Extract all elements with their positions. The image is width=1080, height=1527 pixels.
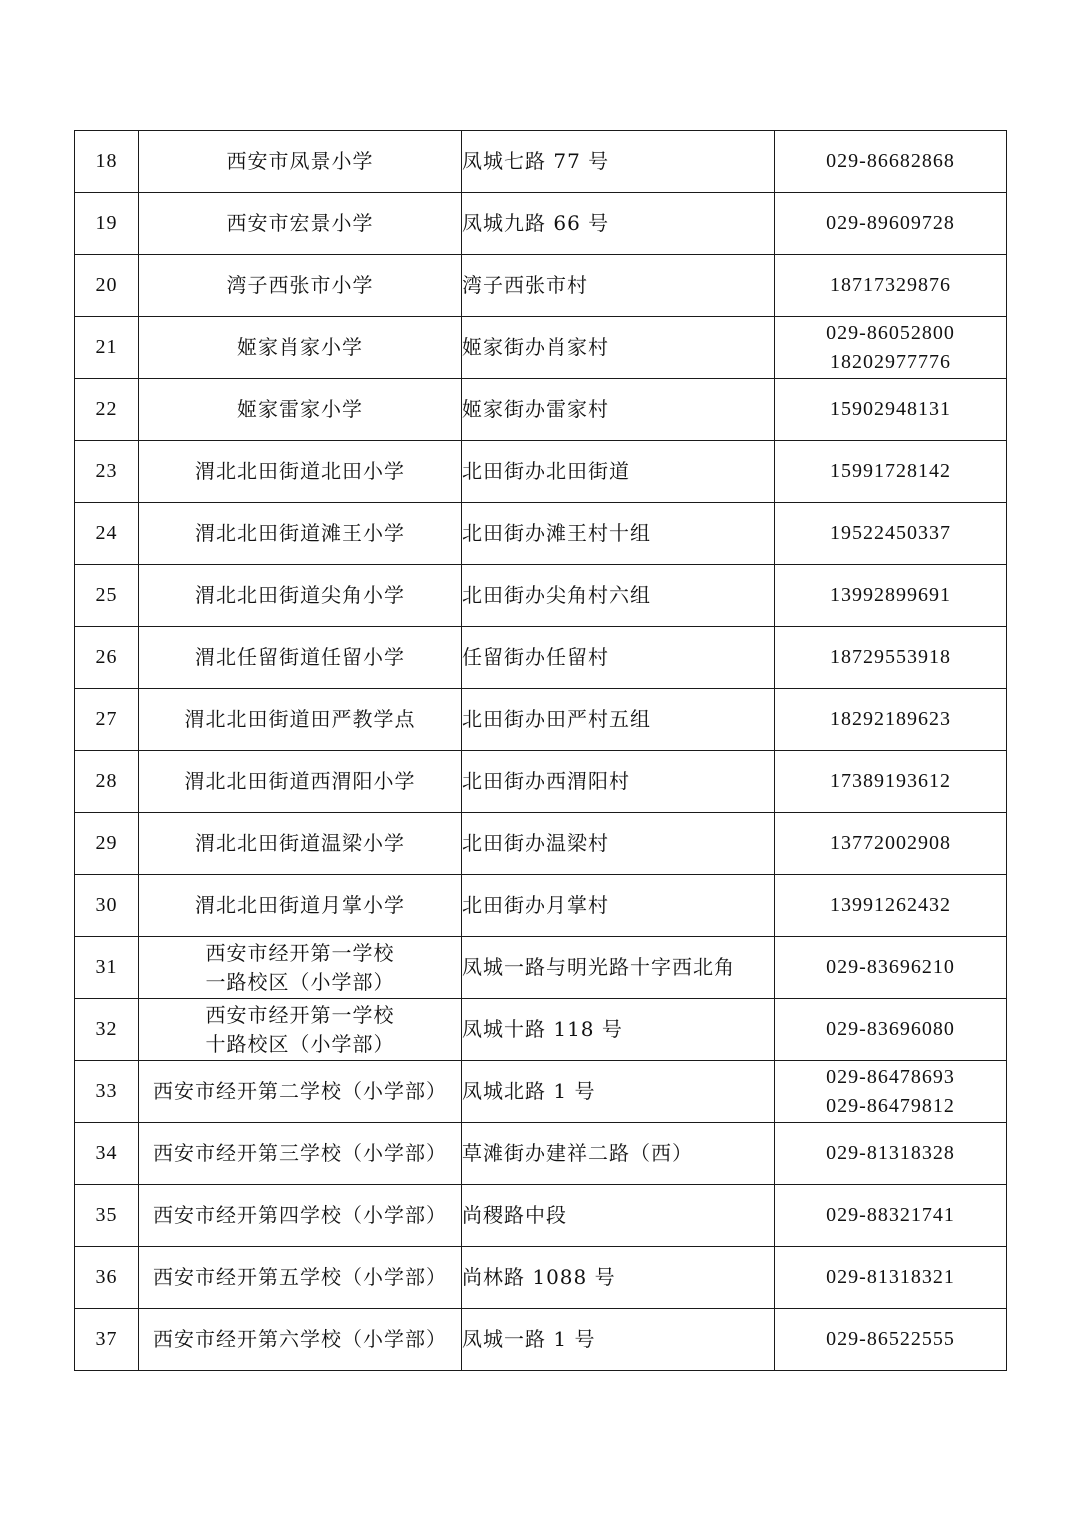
table-row — [75, 1247, 1007, 1309]
table-body — [75, 131, 1007, 1371]
school-address: 湾子西张市村 — [462, 255, 775, 317]
school-name: 西安市经开第一学校 — [205, 940, 395, 965]
phone-cell — [775, 379, 1007, 441]
school-name: 姬家肖家小学 — [237, 335, 363, 359]
phone-cell — [775, 875, 1007, 937]
school-address: 凤城一路 1 号 — [462, 1309, 775, 1371]
school-name: 西安市凤景小学 — [226, 149, 374, 173]
table-row — [75, 813, 1007, 875]
school-name: 一路校区（小学部） — [205, 969, 395, 994]
table-row — [75, 441, 1007, 503]
school-name-cell — [139, 1309, 462, 1371]
phone-number: 13992899691 — [830, 584, 951, 606]
phone-number: 029-86478693 — [826, 1065, 955, 1088]
row-number: 21 — [75, 317, 139, 379]
school-address: 北田街办月掌村 — [462, 875, 775, 937]
phone-number: 029-86052800 — [826, 321, 955, 344]
school-name-cell — [139, 255, 462, 317]
table-row — [75, 627, 1007, 689]
phone-number: 17389193612 — [830, 770, 951, 792]
school-address: 北田街办北田街道 — [462, 441, 775, 503]
phone-cell — [775, 813, 1007, 875]
phone-number: 029-81318328 — [826, 1142, 955, 1164]
school-address: 北田街办田严村五组 — [462, 689, 775, 751]
school-name: 西安市经开第一学校 — [205, 1002, 395, 1027]
row-number: 36 — [75, 1247, 139, 1309]
table-row — [75, 1061, 1007, 1123]
school-name-cell — [139, 875, 462, 937]
phone-cell — [775, 937, 1007, 999]
phone-cell — [775, 1185, 1007, 1247]
row-number: 23 — [75, 441, 139, 503]
table-row — [75, 689, 1007, 751]
school-address: 尚林路 1088 号 — [462, 1247, 775, 1309]
phone-number: 19522450337 — [830, 522, 951, 544]
school-name-cell — [139, 999, 462, 1061]
row-number: 22 — [75, 379, 139, 441]
school-address: 草滩街办建祥二路（西） — [462, 1123, 775, 1185]
phone-cell — [775, 751, 1007, 813]
row-number: 35 — [75, 1185, 139, 1247]
phone-cell — [775, 1061, 1007, 1123]
row-number: 18 — [75, 131, 139, 193]
school-name-cell — [139, 1061, 462, 1123]
table-row — [75, 503, 1007, 565]
school-name-cell — [139, 193, 462, 255]
school-name: 渭北北田街道滩王小学 — [195, 521, 405, 545]
table-row — [75, 193, 1007, 255]
school-name: 渭北任留街道任留小学 — [195, 645, 405, 669]
school-name-cell — [139, 813, 462, 875]
school-address: 凤城一路与明光路十字西北角 — [462, 937, 775, 999]
phone-cell — [775, 1247, 1007, 1309]
row-number: 29 — [75, 813, 139, 875]
school-name: 西安市宏景小学 — [226, 211, 374, 235]
table-row — [75, 131, 1007, 193]
phone-number: 15902948131 — [830, 398, 951, 420]
school-name-cell — [139, 565, 462, 627]
school-table — [74, 130, 1007, 1371]
school-name: 姬家雷家小学 — [237, 397, 363, 421]
phone-number: 18717329876 — [830, 274, 951, 296]
phone-cell — [775, 255, 1007, 317]
phone-cell — [775, 503, 1007, 565]
phone-cell — [775, 565, 1007, 627]
row-number: 30 — [75, 875, 139, 937]
school-address: 尚稷路中段 — [462, 1185, 775, 1247]
school-name: 西安市经开第三学校（小学部） — [153, 1141, 447, 1165]
row-number: 33 — [75, 1061, 139, 1123]
phone-number: 029-86682868 — [826, 150, 955, 172]
school-address: 凤城九路 66 号 — [462, 193, 775, 255]
school-name: 渭北北田街道北田小学 — [195, 459, 405, 483]
row-number: 24 — [75, 503, 139, 565]
phone-cell — [775, 441, 1007, 503]
phone-number: 029-83696210 — [826, 956, 955, 978]
row-number: 28 — [75, 751, 139, 813]
phone-cell — [775, 999, 1007, 1061]
table-row — [75, 379, 1007, 441]
school-name-cell — [139, 751, 462, 813]
school-name-cell — [139, 1185, 462, 1247]
school-name-cell — [139, 1247, 462, 1309]
phone-number: 13991262432 — [830, 894, 951, 916]
school-name-cell — [139, 441, 462, 503]
phone-number: 029-83696080 — [826, 1018, 955, 1040]
school-address: 凤城七路 77 号 — [462, 131, 775, 193]
table-row — [75, 317, 1007, 379]
school-name: 渭北北田街道月掌小学 — [195, 893, 405, 917]
phone-number: 029-86479812 — [826, 1094, 955, 1117]
row-number: 32 — [75, 999, 139, 1061]
phone-cell — [775, 627, 1007, 689]
school-name-cell — [139, 131, 462, 193]
school-name: 渭北北田街道尖角小学 — [195, 583, 405, 607]
phone-cell — [775, 1123, 1007, 1185]
table-row — [75, 255, 1007, 317]
phone-cell — [775, 689, 1007, 751]
table-row — [75, 1185, 1007, 1247]
school-name: 西安市经开第四学校（小学部） — [153, 1203, 447, 1227]
school-name-cell — [139, 937, 462, 999]
school-name: 十路校区（小学部） — [205, 1031, 395, 1056]
table-row — [75, 999, 1007, 1061]
phone-number: 029-88321741 — [826, 1204, 955, 1226]
phone-number: 13772002908 — [830, 832, 951, 854]
school-address: 姬家街办肖家村 — [462, 317, 775, 379]
phone-number: 18292189623 — [830, 708, 951, 730]
phone-number: 18729553918 — [830, 646, 951, 668]
row-number: 26 — [75, 627, 139, 689]
phone-cell — [775, 317, 1007, 379]
table-row — [75, 1309, 1007, 1371]
school-name: 西安市经开第六学校（小学部） — [153, 1327, 447, 1351]
phone-number: 029-81318321 — [826, 1266, 955, 1288]
school-name: 渭北北田街道西渭阳小学 — [184, 769, 416, 793]
school-name-cell — [139, 317, 462, 379]
school-address: 北田街办温梁村 — [462, 813, 775, 875]
table-row — [75, 875, 1007, 937]
row-number: 37 — [75, 1309, 139, 1371]
table-row — [75, 1123, 1007, 1185]
row-number: 19 — [75, 193, 139, 255]
table-row — [75, 937, 1007, 999]
row-number: 34 — [75, 1123, 139, 1185]
phone-number: 029-89609728 — [826, 212, 955, 234]
school-name: 西安市经开第二学校（小学部） — [153, 1079, 447, 1103]
school-name-cell — [139, 379, 462, 441]
school-name-cell — [139, 689, 462, 751]
school-name-cell — [139, 627, 462, 689]
row-number: 20 — [75, 255, 139, 317]
phone-cell — [775, 193, 1007, 255]
school-address: 北田街办尖角村六组 — [462, 565, 775, 627]
phone-cell — [775, 131, 1007, 193]
phone-cell — [775, 1309, 1007, 1371]
school-name: 湾子西张市小学 — [226, 273, 374, 297]
school-address: 任留街办任留村 — [462, 627, 775, 689]
school-address: 北田街办滩王村十组 — [462, 503, 775, 565]
school-name: 渭北北田街道温梁小学 — [195, 831, 405, 855]
school-address: 凤城十路 118 号 — [462, 999, 775, 1061]
table-row — [75, 565, 1007, 627]
row-number: 31 — [75, 937, 139, 999]
row-number: 25 — [75, 565, 139, 627]
school-name-cell — [139, 1123, 462, 1185]
school-address: 北田街办西渭阳村 — [462, 751, 775, 813]
school-name-cell — [139, 503, 462, 565]
phone-number: 029-86522555 — [826, 1328, 955, 1350]
school-name: 渭北北田街道田严教学点 — [184, 707, 416, 731]
row-number: 27 — [75, 689, 139, 751]
school-address: 凤城北路 1 号 — [462, 1061, 775, 1123]
phone-number: 15991728142 — [830, 460, 951, 482]
phone-number: 18202977776 — [830, 350, 951, 373]
table-row — [75, 751, 1007, 813]
school-address: 姬家街办雷家村 — [462, 379, 775, 441]
school-name: 西安市经开第五学校（小学部） — [153, 1265, 447, 1289]
